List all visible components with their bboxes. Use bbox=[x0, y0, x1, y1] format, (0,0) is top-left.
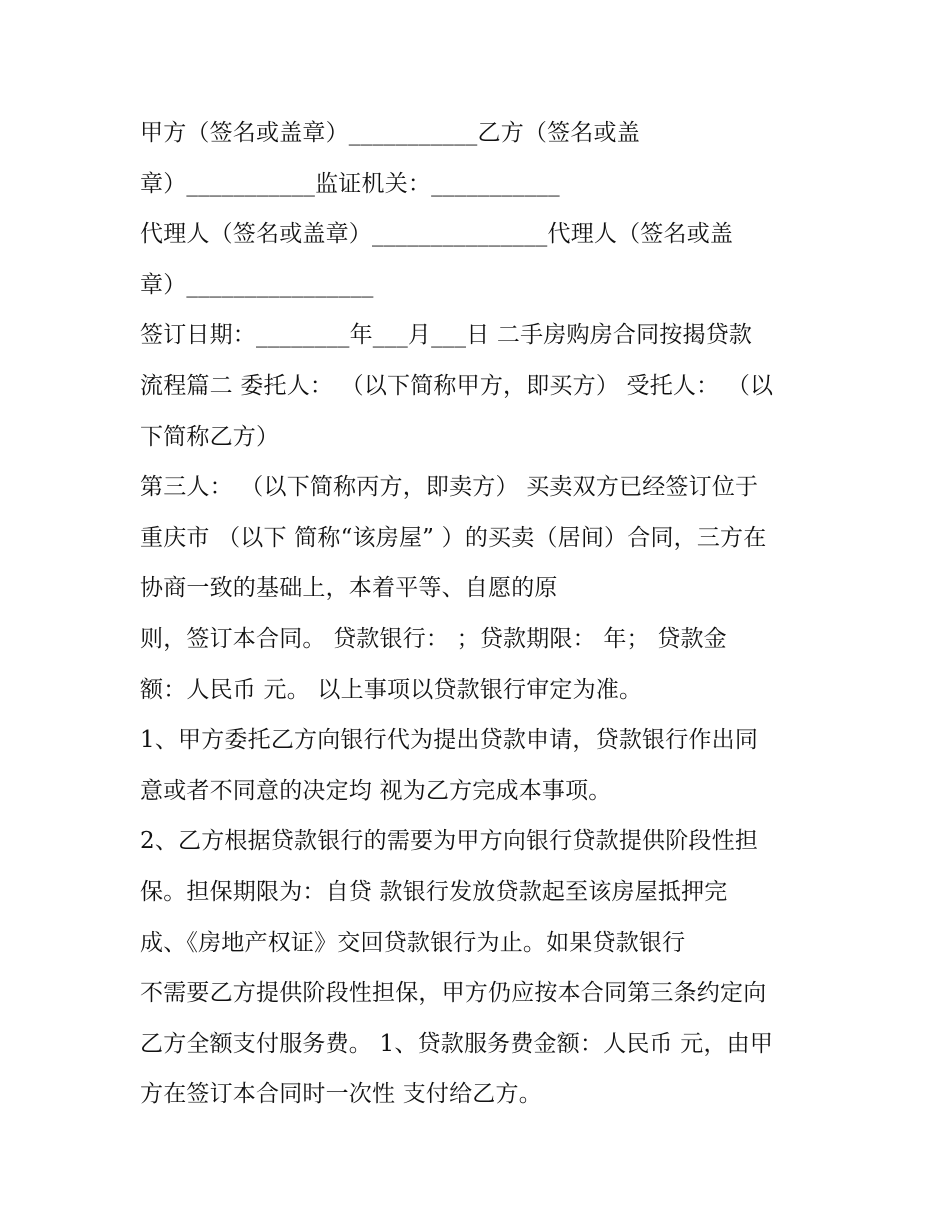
text-line: 乙方全额支付服务费。 1、贷款服务费金额：人民币 元，由甲 bbox=[140, 1030, 774, 1057]
text-line: 不需要乙方提供阶段性担保，甲方仍应按本合同第三条约定向 bbox=[140, 980, 767, 1007]
document-body bbox=[140, 108, 820, 1120]
text-line: 甲方（签名或盖章）___________乙方（签名或盖 bbox=[140, 120, 640, 146]
text-line: 第三人： （以下简称丙方，即卖方） 买卖双方已经签订位于 bbox=[140, 474, 759, 501]
text-line: 2、乙方根据贷款银行的需要为甲方向银行贷款提供阶段性担 bbox=[140, 828, 759, 855]
text-line: 代理人（签名或盖章）_______________代理人（签名或盖 bbox=[140, 221, 734, 248]
text-line: 意或者不同意的决定均 视为乙方完成本事项。 bbox=[140, 777, 612, 804]
text-line: 协商一致的基础上，本着平等、自愿的原 bbox=[140, 575, 558, 602]
text-line: 方在签订本合同时一次性 支付给乙方。 bbox=[140, 1081, 542, 1108]
text-line: 1、甲方委托乙方向银行代为提出贷款申请，贷款银行作出同 bbox=[140, 727, 759, 754]
text-line: 则，签订本合同。 贷款银行： ；贷款期限： 年； 贷款金 bbox=[140, 625, 727, 652]
text-line: 重庆市 （以下 简称“该房屋” ）的买卖（居间）合同，三方在 bbox=[140, 524, 767, 551]
text-line: 章）___________监证机关：___________ bbox=[140, 170, 560, 197]
text-line: 额：人民币 元。 以上事项以贷款银行审定为准。 bbox=[140, 676, 643, 703]
text-line: 章）________________ bbox=[140, 271, 374, 298]
text-line: 保。担保期限为：自贷 款银行发放贷款起至该房屋抵押完 bbox=[140, 878, 728, 905]
text-line: 下简称乙方） bbox=[140, 423, 280, 450]
text-line: 流程篇二 委托人： （以下简称甲方，即买方） 受托人： （以 bbox=[140, 372, 774, 399]
text-line: 成、《房地产权证》交回贷款银行为止。如果贷款银行 bbox=[140, 929, 686, 956]
text-line: 签订日期：________年___月___日 二手房购房合同按揭贷款 bbox=[140, 322, 753, 349]
